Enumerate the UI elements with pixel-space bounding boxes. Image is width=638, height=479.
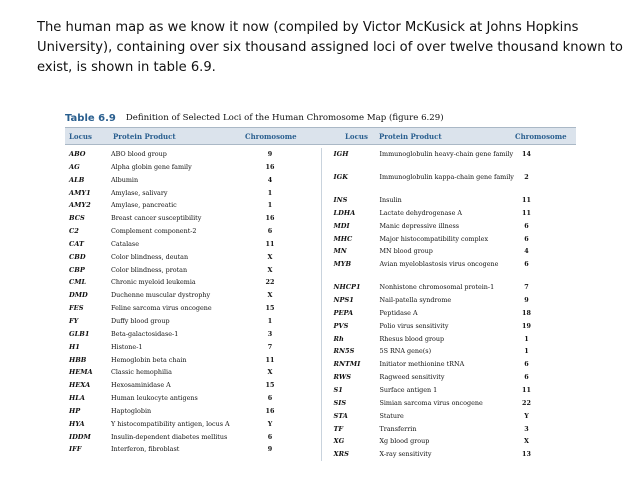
protein-product-cell: Classic hemophilia xyxy=(111,368,172,377)
chromosome-cell: X xyxy=(524,437,529,446)
protein-product-cell: Xg blood group xyxy=(379,437,430,446)
protein-product-cell: MN blood group xyxy=(379,247,433,256)
header-chromosome: Chromosome xyxy=(245,132,297,141)
protein-product-cell: Chronic myeloid leukemia xyxy=(111,278,196,287)
chromosome-cell: 3 xyxy=(524,424,529,433)
locus-cell: LDHA xyxy=(333,208,356,217)
table-label: Table 6.9 xyxy=(65,112,116,124)
locus-cell: XG xyxy=(333,437,345,446)
locus-cell: XRS xyxy=(333,450,349,459)
table-row xyxy=(65,315,321,328)
protein-product-cell: Lactate dehydrogenase A xyxy=(379,208,462,217)
chromosome-cell: 7 xyxy=(524,283,529,292)
protein-product-cell: Nail-patella syndrome xyxy=(379,296,452,305)
table-row xyxy=(65,238,321,251)
table-row xyxy=(322,194,577,207)
protein-product-cell: Insulin-dependent diabetes mellitus xyxy=(111,432,228,441)
table-row xyxy=(322,358,577,371)
chromosome-cell: Y xyxy=(524,411,529,420)
chromosome-cell: 11 xyxy=(265,239,275,248)
table-row xyxy=(322,233,577,246)
chromosome-cell: 6 xyxy=(524,373,529,382)
locus-cell: BCS xyxy=(69,214,85,223)
locus-cell: IGH xyxy=(333,150,349,158)
protein-product-cell: Transferrin xyxy=(379,424,417,433)
chromosome-cell: 9 xyxy=(524,296,529,305)
table-row xyxy=(65,264,321,277)
table-row xyxy=(322,423,577,436)
protein-product-cell: Color blindness, deutan xyxy=(111,252,189,261)
chromosome-cell: 4 xyxy=(267,175,273,184)
protein-product-cell: Major histocompatibility complex xyxy=(379,234,489,243)
chromosome-cell: 1 xyxy=(267,201,273,210)
table-row xyxy=(65,443,321,456)
table-title: Definition of Selected Loci of the Human Chromosome Map (figure 6.29) xyxy=(125,113,444,123)
chromosome-cell: 6 xyxy=(524,234,529,243)
table-row xyxy=(322,397,577,410)
table-row xyxy=(65,405,321,418)
locus-cell: TF xyxy=(333,424,344,433)
protein-product-cell: Y histocompatibility antigen, locus A xyxy=(111,419,230,428)
table-row xyxy=(65,354,321,367)
chromosome-cell: 11 xyxy=(522,208,531,217)
locus-cell: FES xyxy=(69,304,84,313)
locus-cell: AMY1 xyxy=(69,188,91,197)
chromosome-cell: 6 xyxy=(267,394,273,403)
protein-product-cell: Feline sarcoma virus oncogene xyxy=(111,304,212,313)
locus-cell: S1 xyxy=(333,385,343,394)
chromosome-cell: 7 xyxy=(267,342,273,351)
chromosome-cell: 1 xyxy=(267,316,273,325)
chromosome-cell: 18 xyxy=(522,308,531,317)
table-row xyxy=(322,345,577,358)
chromosome-cell: 1 xyxy=(267,188,273,197)
protein-product-cell: Insulin xyxy=(379,196,402,204)
chromosome-cell: 13 xyxy=(522,450,531,459)
locus-cell: HLA xyxy=(69,394,85,403)
chromosome-cell: 22 xyxy=(265,278,275,287)
chromosome-cell: 6 xyxy=(524,221,529,230)
table-row xyxy=(65,212,321,225)
locus-cell: HEMA xyxy=(69,368,93,377)
table-row xyxy=(322,220,577,233)
protein-product-cell: Hemoglobin beta chain xyxy=(111,355,187,364)
protein-product-cell: Albumin xyxy=(111,175,139,184)
locus-cell: RWS xyxy=(333,373,352,382)
locus-cell: IDDM xyxy=(69,432,91,441)
protein-product-cell: Duffy blood group xyxy=(111,316,170,325)
chromosome-cell: 3 xyxy=(267,329,273,338)
chromosome-cell: 11 xyxy=(265,355,275,364)
table-row xyxy=(65,341,321,354)
protein-product-cell: Simian sarcoma virus oncogene xyxy=(379,398,483,407)
table-row xyxy=(65,289,321,302)
table-row xyxy=(65,251,321,264)
protein-product-cell: Initiator methionine tRNA xyxy=(379,360,465,369)
chromosome-cell: 15 xyxy=(265,381,275,390)
protein-product-cell: Manic depressive illness xyxy=(379,221,460,230)
locus-cell: ALB xyxy=(69,175,85,184)
table-row xyxy=(322,245,577,258)
chromosome-cell: X xyxy=(267,291,273,300)
locus-cell: CML xyxy=(69,278,87,287)
table-row xyxy=(65,392,321,405)
chromosome-cell: X xyxy=(267,265,273,274)
chromosome-cell: 4 xyxy=(524,247,529,256)
chromosome-cell: 19 xyxy=(522,321,531,330)
table-row xyxy=(65,148,321,161)
table-row xyxy=(322,207,577,220)
protein-product-cell: Histone-1 xyxy=(111,342,143,351)
protein-product-cell: Amylase, salivary xyxy=(111,188,168,197)
table-row xyxy=(322,320,577,333)
table-row xyxy=(65,161,321,174)
locus-cell: INS xyxy=(333,196,348,204)
locus-cell: CBP xyxy=(69,265,85,274)
locus-cell: STA xyxy=(333,411,348,420)
locus-cell: Rh xyxy=(333,334,344,343)
protein-product-cell: Immunoglobulin heavy-chain gene family xyxy=(379,150,514,158)
locus-cell: MDI xyxy=(333,221,350,230)
table-row xyxy=(322,333,577,346)
protein-product-cell: Immunoglobulin kappa-chain gene family xyxy=(379,173,514,181)
locus-cell: CAT xyxy=(69,239,84,248)
protein-product-cell: Beta-galactosidase-1 xyxy=(111,329,179,338)
table-row xyxy=(322,281,577,294)
table-row xyxy=(322,448,577,461)
table-row xyxy=(65,366,321,379)
table-column-right xyxy=(322,148,577,461)
chromosome-cell: 15 xyxy=(265,304,275,313)
locus-cell: MN xyxy=(333,247,347,256)
locus-cell: AG xyxy=(69,162,80,171)
table-row xyxy=(65,225,321,238)
protein-product-cell: Complement component-2 xyxy=(111,227,197,236)
table-row xyxy=(65,379,321,392)
chromosome-cell: Y xyxy=(267,419,273,428)
table-row xyxy=(322,435,577,448)
chromosome-cell: 16 xyxy=(265,162,275,171)
locus-cell: HBB xyxy=(69,355,87,364)
protein-product-cell: X-ray sensitivity xyxy=(379,450,432,459)
table-header-row xyxy=(65,127,576,145)
chromosome-cell: 6 xyxy=(524,360,529,369)
table-column-left xyxy=(65,148,322,461)
locus-cell: MHC xyxy=(333,234,353,243)
locus-cell: RNTMI xyxy=(333,360,361,369)
locus-cell: IGK xyxy=(333,173,348,181)
chromosome-cell: 1 xyxy=(524,347,529,356)
locus-cell: IFF xyxy=(69,445,82,454)
protein-product-cell: Stature xyxy=(379,411,404,420)
table-row xyxy=(322,307,577,320)
table-row xyxy=(322,294,577,307)
locus-cell: PEPA xyxy=(333,308,354,317)
table-row xyxy=(322,410,577,423)
protein-product-cell: Human leukocyte antigens xyxy=(111,394,198,403)
table-row xyxy=(65,418,321,431)
protein-product-cell: Nonhistone chromosomal protein-1 xyxy=(379,283,495,292)
chromosome-cell: 16 xyxy=(265,214,275,223)
locus-cell: DMD xyxy=(69,291,88,300)
locus-cell: C2 xyxy=(69,227,79,236)
protein-product-cell: Alpha globin gene family xyxy=(111,162,192,171)
protein-product-cell: Color blindness, protan xyxy=(111,265,188,274)
chromosome-cell: 6 xyxy=(267,432,273,441)
loci-table xyxy=(65,109,576,461)
table-row xyxy=(322,148,577,171)
header-locus-right: Locus xyxy=(345,132,368,141)
protein-product-cell: Catalase xyxy=(111,239,139,248)
protein-product-cell: Haptoglobin xyxy=(111,406,152,415)
table-row xyxy=(65,199,321,212)
table-row xyxy=(65,187,321,200)
protein-product-cell: Surface antigen 1 xyxy=(379,385,438,394)
protein-product-cell: Hexosaminidase A xyxy=(111,381,171,390)
chromosome-cell: X xyxy=(267,252,273,261)
locus-cell: AMY2 xyxy=(69,201,91,210)
header-locus: Locus xyxy=(69,132,92,141)
chromosome-cell: 9 xyxy=(267,445,273,454)
table-caption xyxy=(65,109,576,127)
table-row xyxy=(65,328,321,341)
chromosome-cell: 6 xyxy=(267,227,273,236)
locus-cell: NPS1 xyxy=(333,296,354,305)
table-row xyxy=(65,302,321,315)
header-chromosome-right: Chromosome xyxy=(515,132,567,141)
chromosome-cell: 11 xyxy=(522,385,531,394)
locus-cell: HEXA xyxy=(69,381,91,390)
protein-product-cell: Avian myeloblastosis virus oncogene xyxy=(379,260,499,269)
chromosome-cell: 9 xyxy=(267,150,273,158)
chromosome-cell: 11 xyxy=(522,196,531,204)
table-row xyxy=(65,276,321,289)
locus-cell: ABO xyxy=(69,150,86,158)
protein-product-cell: Peptidase A xyxy=(379,308,418,317)
locus-cell: RN5S xyxy=(333,347,355,356)
locus-cell: SIS xyxy=(333,398,347,407)
locus-cell: PVS xyxy=(333,321,349,330)
chromosome-cell: 22 xyxy=(522,398,531,407)
protein-product-cell: Rhesus blood group xyxy=(379,334,445,343)
locus-cell: HYA xyxy=(69,419,85,428)
header-protein-product-right: Protein Product xyxy=(379,132,442,141)
protein-product-cell: Interferon, fibroblast xyxy=(111,445,180,454)
protein-product-cell: Breast cancer susceptibility xyxy=(111,214,202,223)
protein-product-cell: ABO blood group xyxy=(111,150,167,158)
protein-product-cell: 5S RNA gene(s) xyxy=(379,347,432,356)
table-row xyxy=(322,258,577,281)
locus-cell: MYB xyxy=(333,260,352,269)
table-row xyxy=(322,171,577,194)
chromosome-cell: 1 xyxy=(524,334,529,343)
locus-cell: NHCP1 xyxy=(333,283,361,292)
table-row xyxy=(65,431,321,444)
table-row xyxy=(65,174,321,187)
table-row xyxy=(322,384,577,397)
chromosome-cell: 6 xyxy=(524,260,529,269)
intro-paragraph: The human map as we know it now (compiled by Victor McKusick at Johns Hopkins University), containing over six thousand assigned loci of over twelve thousand known to exist, is shown in table 6.9. xyxy=(37,20,623,75)
locus-cell: H1 xyxy=(69,342,80,351)
header-protein-product: Protein Product xyxy=(113,132,176,141)
locus-cell: CBD xyxy=(69,252,86,261)
chromosome-cell: 14 xyxy=(522,150,531,158)
chromosome-cell: 2 xyxy=(524,173,529,181)
locus-cell: GLB1 xyxy=(69,329,90,338)
chromosome-cell: 16 xyxy=(265,406,275,415)
locus-cell: HP xyxy=(69,406,81,415)
table-row xyxy=(322,371,577,384)
protein-product-cell: Amylase, pancreatic xyxy=(111,201,177,210)
protein-product-cell: Polio virus sensitivity xyxy=(379,321,449,330)
chromosome-cell: X xyxy=(267,368,273,377)
protein-product-cell: Ragweed sensitivity xyxy=(379,373,445,382)
protein-product-cell: Duchenne muscular dystrophy xyxy=(111,291,211,300)
locus-cell: FY xyxy=(69,316,79,325)
